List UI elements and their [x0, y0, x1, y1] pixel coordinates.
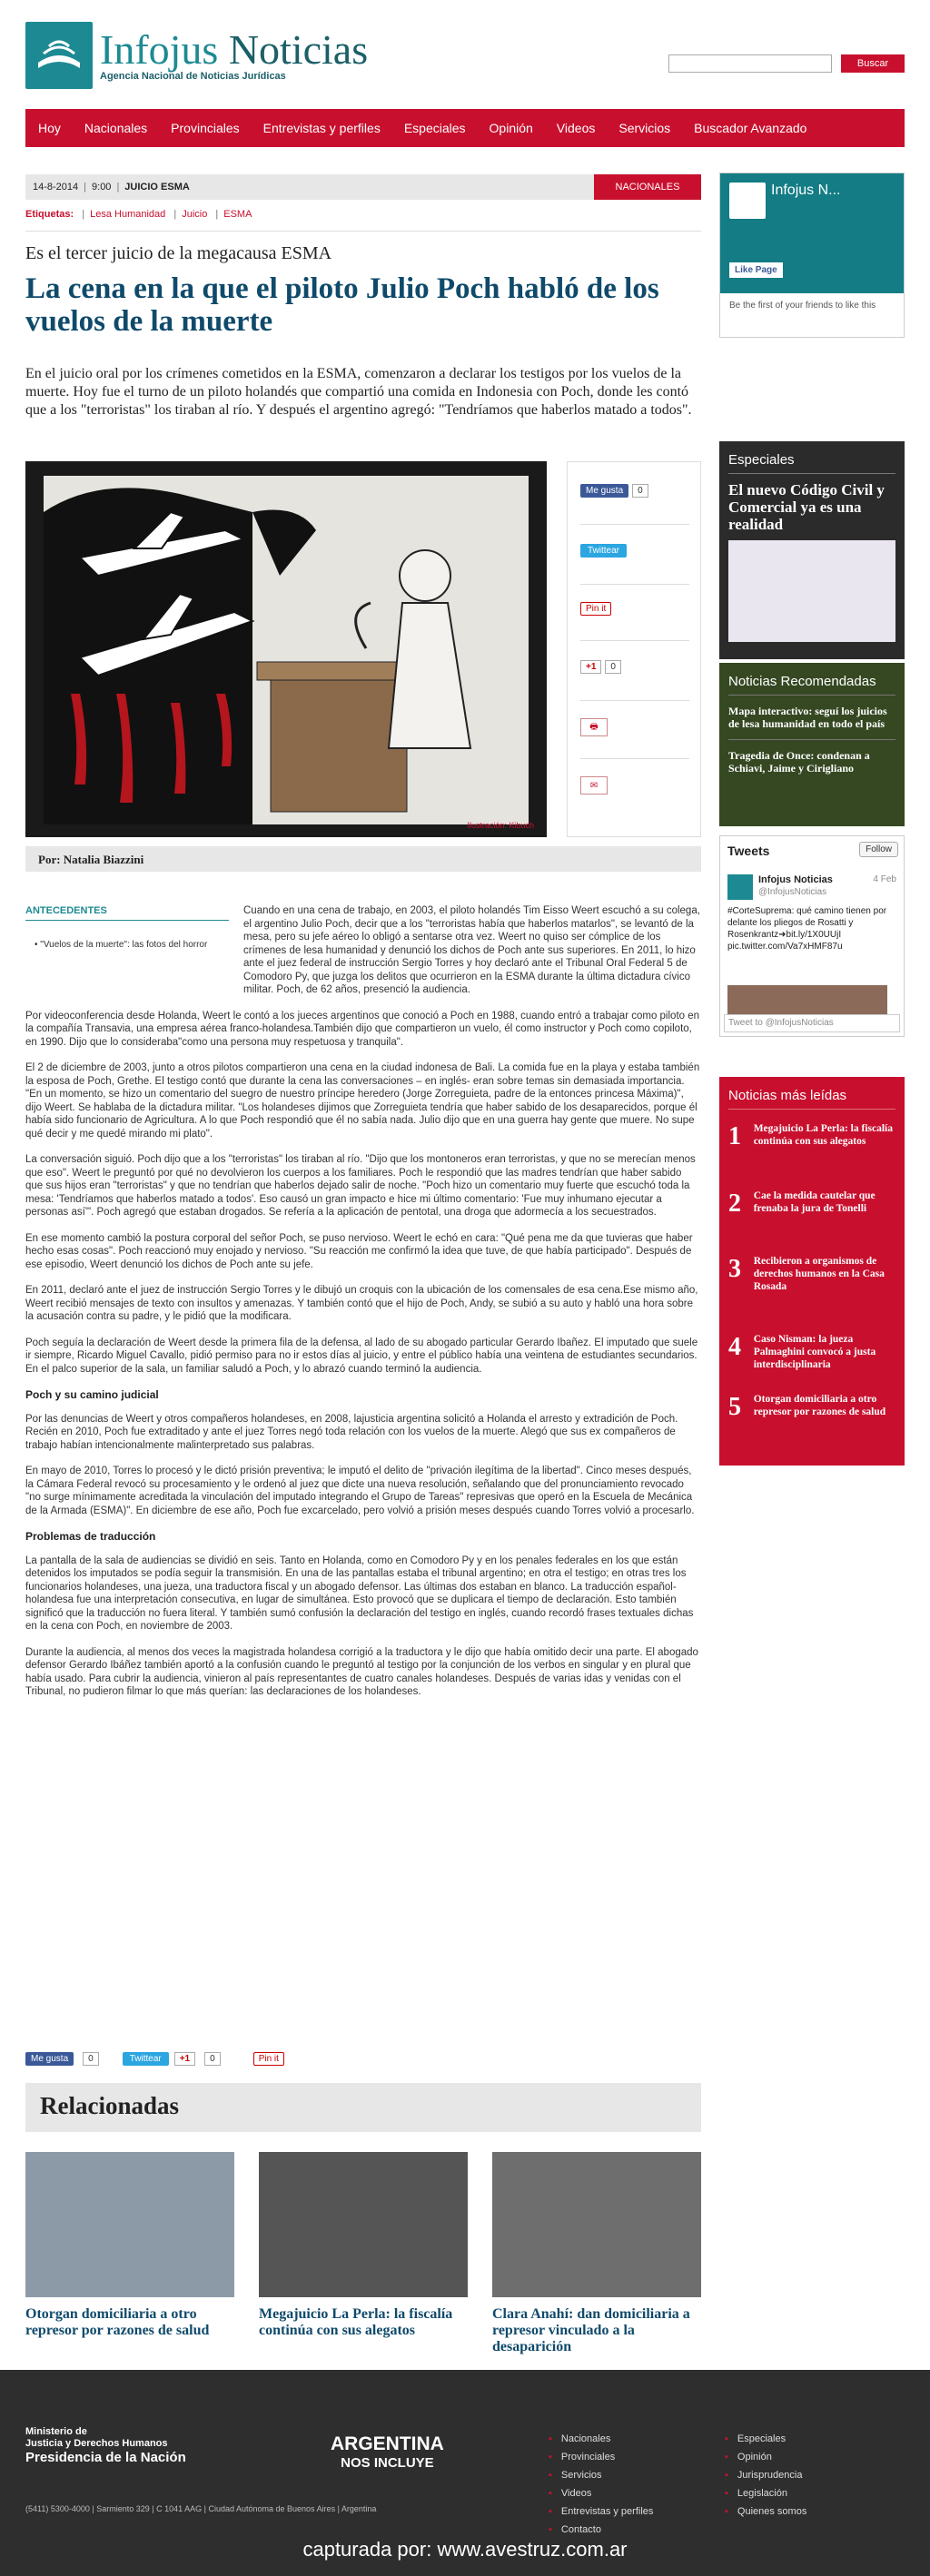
article-topic[interactable]: JUICIO ESMA — [124, 182, 190, 192]
like-count: 0 — [83, 2052, 99, 2066]
search-button[interactable]: Buscar — [841, 54, 905, 73]
footer-link[interactable]: ▪ Especiales — [725, 2433, 786, 2444]
section-heading: Problemas de traducción — [25, 1530, 156, 1543]
body-paragraph: La pantalla de la sala de audiencias se dividió en seis. Tanto en Holanda, como en Comodoro Py y en los penales federales en los que están detenidos los imputados se podía seguir la transmisión. En una de las pantallas estaba el tribunal argentino; en otra el testigo; en otras tres los funcionarios holandeses, una jueza, una traductora fiscal y un abogado defensor. Las últimas dos estaban en blanco. La traducción español-holandesa fue una interpretación consecutiva, en lugar de simultánea. Esto provocó que se duplicara el tiempo de declaración. Esto también significó que la traducción no fuera literal. Y también sumó confusión la declaración del testigo en inglés, cuando recordó frases textuales dichas en la cena con Poch, en noviembre de 2003. — [25, 1554, 694, 1632]
search-input[interactable] — [668, 54, 832, 73]
article-time: 9:00 — [92, 182, 112, 192]
rank-number: 3 — [728, 1255, 741, 1283]
related-thumbnail[interactable] — [259, 2152, 468, 2297]
footer-link[interactable]: ▪ Servicios — [549, 2470, 602, 2481]
site-logo[interactable] — [25, 22, 368, 89]
especiales-widget — [719, 441, 905, 659]
fb-like-page-button[interactable]: Like Page — [729, 262, 783, 278]
antecedentes-link[interactable]: "Vuelos de la muerte": las fotos del horror — [40, 940, 208, 950]
gplus-count: 0 — [204, 2052, 221, 2066]
divider — [25, 231, 701, 232]
twitter-widget — [719, 835, 905, 1037]
search-bar — [668, 54, 905, 73]
gplus-count: 0 — [605, 660, 621, 674]
twitter-follow-button[interactable]: Follow — [859, 842, 898, 857]
footer-argentina: ARGENTINA — [331, 2433, 444, 2454]
mas-leida-link[interactable]: Recibieron a organismos de derechos humanos en la Casa Rosada — [753, 1256, 885, 1292]
nav-especiales[interactable]: Especiales — [403, 121, 466, 135]
tweet-button[interactable]: Twittear — [123, 2052, 169, 2066]
article-author: Por: Natalia Biazzini — [25, 846, 701, 872]
footer-link[interactable]: ▪ Jurisprudencia — [725, 2470, 802, 2481]
footer-link[interactable]: ▪ Entrevistas y perfiles — [549, 2506, 653, 2517]
footer-nos-incluye: NOS INCLUYE — [341, 2455, 434, 2471]
especiales-title: Especiales — [728, 452, 795, 468]
article-body — [25, 904, 701, 1712]
share-sidebar — [567, 461, 701, 837]
article-lead: En el juicio oral por los crímenes cometidos en la ESMA, comenzaron a declarar los testigos por los vuelos de la muerte. Hoy fue el turno de un piloto holandés que compartió una comida en Indonesia con Poch, donde les contó que a los "terroristas" los tiraban al río. Y después el argentino agregó: "Tendríamos que haberlos matado a todos". — [25, 366, 692, 418]
body-paragraph: Por las denuncias de Weert y otros compañeros holandeses, en 2008, lajusticia argentina solicitó a Holanda el arresto y extradición de Poch. Recién en 2010, Poch fue extraditado y ante el juez Torres negó toda relación con los vuelos de la muerte. Alegó que sus ex compañeros de trabajo habían intencionalmente malinterpretado sus palabras. — [25, 1413, 678, 1451]
nav-nacionales[interactable]: Nacionales — [84, 121, 148, 135]
nav-provinciales[interactable]: Provinciales — [171, 121, 240, 135]
mas-leida-link[interactable]: Otorgan domiciliaria a otro represor por razones de salud — [753, 1394, 886, 1417]
especiales-headline[interactable]: El nuevo Código Civil y Comercial ya es una realidad — [728, 481, 885, 533]
mas-leida-link[interactable]: Caso Nisman: la jueza Palmaghini convocó a justa interdisciplinaria — [753, 1334, 876, 1370]
fb-page-name[interactable]: Infojus N... — [771, 183, 841, 198]
article-illustration — [25, 461, 547, 837]
rank-number: 1 — [728, 1122, 741, 1150]
footer-ministry-line1: Ministerio de — [25, 2426, 87, 2437]
article-pretitle: Es el tercer juicio de la megacausa ESMA — [25, 243, 332, 263]
article-title: La cena en la que el piloto Julio Poch habló de los vuelos de la muerte — [25, 272, 659, 338]
footer-address: (5411) 5300-4000 | Sarmiento 329 | C 1041 AAG | Ciudad Autónoma de Buenos Aires | Argentina — [25, 2504, 377, 2513]
tweet-compose-input[interactable]: Tweet to @InfojusNoticias — [724, 1014, 900, 1032]
body-paragraph: Cuando en una cena de trabajo, en 2003, el piloto holandés Tim Eisso Weert escuchó a su colega, el argentino Julio Poch, decir que a los "terroristas había que haberlos matarlos", se levantó de la mesa, pero su jefe aéreo lo obligó a sentarse otra vez. Weert no quiso ser cómplice de los crímenes de lesa humanidad y denunció los dichos de Poch ante sus superiores. En 2011, lo hizo ante el juez federal de instrucción Sergio Torres y hoy declaró ante el Tribunal Oral Federal 5 de Comodoro Py, que juzga los delitos que ocurrieron en la ESMA durante la última dictadura cívico militar. Poch, de 62 años, presenció la audiencia. — [243, 905, 700, 995]
category-badge[interactable]: NACIONALES — [594, 174, 701, 200]
fb-friends-text: Be the first of your friends to like this — [729, 301, 876, 311]
rank-number: 4 — [728, 1333, 741, 1361]
nav-opinion[interactable]: Opinión — [489, 121, 533, 135]
article-meta: 14-8-2014 | 9:00 | JUICIO ESMA NACIONALES — [25, 174, 701, 200]
facebook-like-button[interactable]: Me gusta — [25, 2052, 74, 2066]
especiales-image[interactable] — [728, 540, 895, 642]
related-thumbnail[interactable] — [25, 2152, 234, 2297]
related-link[interactable]: Megajuicio La Perla: la fiscalía continúa con sus alegatos — [259, 2306, 453, 2338]
related-header: Relacionadas — [25, 2083, 701, 2132]
related-link[interactable]: Otorgan domiciliaria a otro represor por razones de salud — [25, 2306, 210, 2338]
site-header — [0, 0, 930, 104]
footer-link[interactable]: ▪ Provinciales — [549, 2452, 615, 2462]
body-paragraph: El 2 de diciembre de 2003, junto a otros pilotos compartieron una cena en la ciudad indonesa de Bali. La comida fue en la playa y estaba también la esposa de Poch, Grethe. El testigo contó que durante la cena las conversaciones – en inglés- eran sobre temas sin demasiada importancia. "En un momento, se hizo un comentario del suegro de nuestro príncipe heredero (Jorge Zorreguieta, padre de la entonces princesa Máxima)", dijo Weert. Se hablaba de la dictadura militar. "Los holandeses dijimos que Zorreguieta tendría que haber sabido de los desaparecidos, porque él había sido funcionario de Agricultura. A lo que Poch respondió que él no sabía nada. Julio dijo que en una guerra hay gente que muere. No supe qué decir y me quedé mirando mi plato". — [25, 1062, 700, 1140]
bottom-share-bar — [25, 2052, 290, 2066]
tweet-avatar[interactable] — [727, 874, 753, 900]
tag-link[interactable]: Juicio — [182, 209, 208, 220]
rank-number: 2 — [728, 1189, 741, 1218]
main-nav — [25, 109, 905, 147]
tag-link[interactable]: ESMA — [223, 209, 252, 220]
gplus-button[interactable]: +1 — [580, 660, 601, 674]
body-paragraph: Poch seguía la declaración de Weert desde la primera fila de la defensa, al lado de su abogado particular Gerardo Ibañez. El imputado que suele ir siempre, Ricardo Miguel Cavallo, pidió permiso para no ir estos días al juicio, y entre el público había una veintena de estudiantes secundarios. En el palco superior de la sala, un familiar saludó a Poch, y lo abrazó cuando terminó la audiencia. — [25, 1337, 698, 1375]
pinterest-button[interactable]: Pin it — [580, 602, 611, 616]
footer-link[interactable]: ▪ Legislación — [725, 2488, 787, 2499]
nav-entrevistas[interactable]: Entrevistas y perfiles — [262, 121, 381, 135]
illustration-credit: Ilustración: Kibuch — [467, 821, 534, 830]
tweets-title: Tweets — [727, 844, 770, 858]
nav-videos[interactable]: Videos — [556, 121, 596, 135]
mas-leida-link[interactable]: Megajuicio La Perla: la fiscalía continúa con sus alegatos — [753, 1123, 893, 1147]
footer-link[interactable]: ▪ Opinión — [725, 2452, 772, 2462]
related-thumbnail[interactable] — [492, 2152, 701, 2297]
footer-ministry-line2: Justicia y Derechos Humanos — [25, 2438, 168, 2449]
antecedentes-item[interactable]: • "Vuelos de la muerte": las fotos del horror — [35, 940, 208, 950]
mas-leida-link[interactable]: Cae la medida cautelar que frenaba la jura de Tonelli — [753, 1190, 876, 1214]
related-link[interactable]: Clara Anahí: dan domiciliaria a represor vinculado a la desaparición — [492, 2306, 690, 2354]
like-count: 0 — [632, 484, 648, 498]
footer-link[interactable]: ▪ Contacto — [549, 2524, 601, 2535]
tweet-text: #CorteSuprema: qué camino tienen por delante los pliegos de Rosatti y Rosenkrantz➜bit.ly/1X0UUjI pic.twitter.com/Va7xHMF87u — [727, 906, 887, 952]
mas-leidas-widget — [719, 1077, 905, 1466]
logo-word-2: Noticias — [228, 26, 369, 73]
facebook-widget — [719, 173, 905, 338]
tweet-handle: @InfojusNoticias — [758, 887, 827, 897]
body-paragraph: Durante la audiencia, al menos dos veces la magistrada holandesa corrigió a la traductora y le dijo que había omitido decir una parte. El abogado defensor Gerardo Ibáñez también aportó a la confusión cuando le preguntó al testigo por la conjunción de los verbos en singular y en plural que había usado. Para cubrir la audiencia, vinieron al país representantes de cuatro canales holandeses. Después de varias idas y venidas con el Tribunal, no pudieron filmar lo que más querían: las declaraciones de los holandeses. — [25, 1646, 698, 1697]
tag-link[interactable]: Lesa Humanidad — [90, 209, 166, 220]
print-icon[interactable]: 🖶 — [580, 718, 608, 736]
recomendadas-widget — [719, 663, 905, 826]
body-paragraph: En ese momento cambió la postura corporal del señor Poch, se puso nervioso. Weert le echó en cara: "Qué pena me da que tuvieras que haber hecho esas cosas". Poch reaccionó muy enojado y nervioso. "Su reacción me confirmó la idea que tuve, de que había participado". Después de ese episodio, Weert denunció los dichos de Poch ante su jefe. — [25, 1232, 693, 1270]
footer-link[interactable]: ▪ Quienes somos — [725, 2506, 806, 2517]
nav-hoy[interactable]: Hoy — [38, 121, 61, 135]
recomendada-link[interactable]: Mapa interactivo: seguí los juicios de lesa humanidad en todo el país — [728, 705, 887, 730]
footer-ministry-line3: Presidencia de la Nación — [25, 2450, 186, 2465]
nav-servicios[interactable]: Servicios — [618, 121, 671, 135]
nav-buscador[interactable]: Buscador Avanzado — [694, 121, 807, 135]
body-paragraph: En mayo de 2010, Torres lo procesó y le dictó prisión preventiva; le imputó el delito de "privación ilegítima de la libertad". Cinco meses después, la Cámara Federal revocó su procesamiento y le ordenó al juez que dicte una nueva resolución, señalando que del pronunciamiento revocado "no surge mínimamente acreditada la vinculación del imputado integrando el Grupo de Tareas" represivas que operó en la Escuela de Mecánica de la Armada (ESMA)". En diciembre de ese año, Poch fue excarcelado, pero volvió a prisión meses después cuando Torres volvió a procesarlo. — [25, 1466, 695, 1516]
tags-label: Etiquetas: — [25, 209, 74, 220]
pinterest-button[interactable]: Pin it — [253, 2052, 284, 2066]
logo-word-1: Infojus — [100, 26, 219, 73]
footer-link[interactable]: ▪ Videos — [549, 2488, 591, 2499]
section-heading: Poch y su camino judicial — [25, 1388, 159, 1401]
tweet-date: 4 Feb — [873, 874, 896, 884]
capture-watermark: capturada por: www.avestruz.com.ar — [302, 2538, 628, 2561]
antecedentes-title: ANTECEDENTES — [25, 905, 229, 921]
email-icon[interactable]: ✉ — [580, 776, 608, 795]
tweet-author[interactable]: Infojus Noticias — [758, 874, 833, 885]
body-paragraph: La conversación siguió. Poch dijo que a los "terroristas" los tiraban al río. "Dijo que los montoneros eran terroristas, y que no se merecían menos que eso". Weert le preguntó por qué no devolvieron los cuerpos a los familiares. Poch le respondió que las madres tendrían que haber sabido que sus hijos eran "terroristas" y que no tendrían que haberlos dejado salir de noche. "Poch hizo un comentario muy fuerte que escuchó toda la mesa: 'Tendríamos que haberlos matado a todos'. Eso causó un gran impacto e hice mi último comentario: 'Fue muy inhumano ejecutar a personas así'". Poch agregó que estaban drogados. Se refería a la aplicación de pentotal, una droga que adormecía a los secuestrados. — [25, 1154, 696, 1218]
tags-row: Etiquetas: | Lesa Humanidad | Juicio | ESMA — [25, 209, 252, 220]
footer-link[interactable]: ▪ Nacionales — [549, 2433, 610, 2444]
logo-subtitle: Agencia Nacional de Noticias Jurídicas — [100, 71, 286, 82]
body-paragraph: Por videoconferencia desde Holanda, Weert le contó a los jueces argentinos que conoció a Poch en 1988, cuando entró a trabajar como piloto en la compañía Transavia, una empresa aérea franco-holandesa.También dijo que compartieron un vuelo, él como instructor y Poch como copiloto, en 1990. Dijo que lo consideraba"como una persona muy respetuosa y tranquila". — [25, 1010, 700, 1048]
recomendada-link[interactable]: Tragedia de Once: condenan a Schiavi, Jaime y Cirigliano — [728, 749, 870, 775]
body-paragraph: En 2011, declaró ante el juez de instrucción Sergio Torres y le dibujó un croquis con la ubicación de los comensales de esa cena.Ese mismo año, Weert recibió mensajes de texto con insultos y amenazas. Y también contó que el hijo de Poch, Andy, se subió a su auto y habló una hora sobre la acusación contra su padre, y le pidió que la modificara. — [25, 1285, 698, 1322]
book-logo-icon — [25, 22, 93, 89]
tweet-button[interactable]: Twittear — [580, 544, 627, 558]
facebook-like-button[interactable]: Me gusta — [580, 484, 628, 498]
mas-leidas-title: Noticias más leídas — [728, 1088, 847, 1103]
article-date: 14-8-2014 — [33, 182, 79, 192]
recomendadas-title: Noticias Recomendadas — [728, 674, 876, 689]
rank-number: 5 — [728, 1393, 741, 1421]
gplus-button[interactable]: +1 — [174, 2052, 195, 2066]
